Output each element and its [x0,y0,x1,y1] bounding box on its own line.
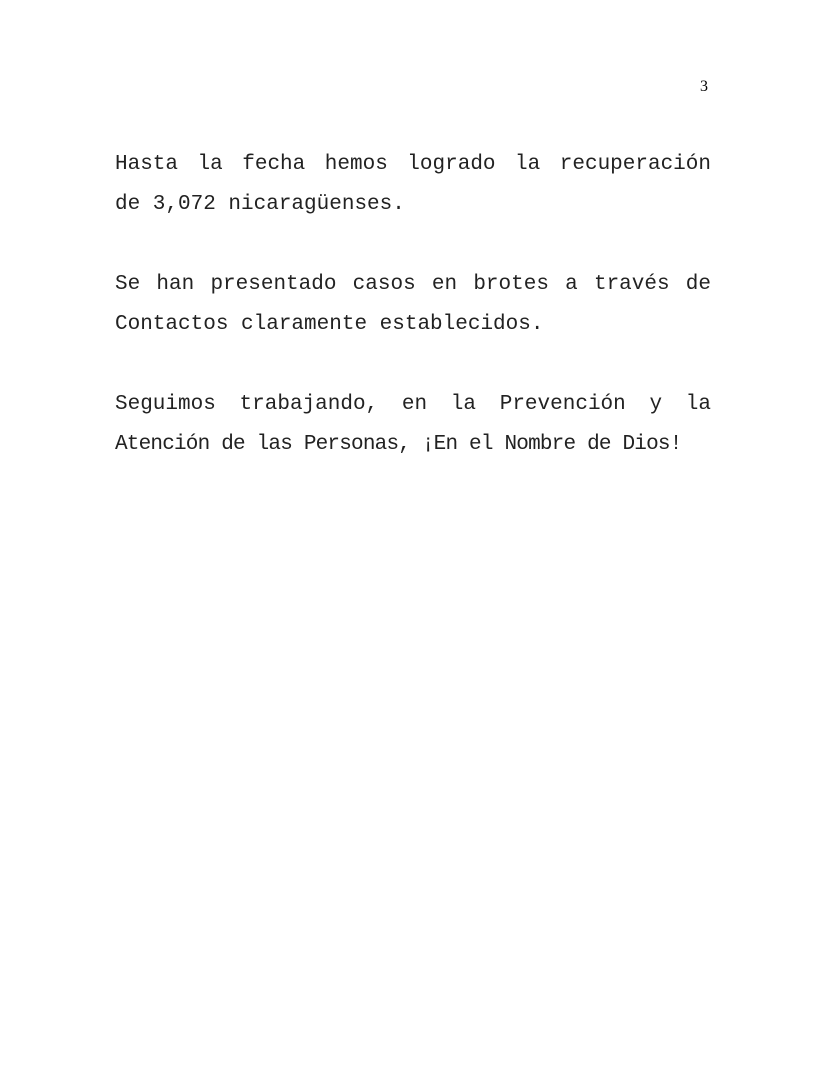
paragraph-2-line-1: Se han presentado casos en brotes a través de [115,273,711,296]
paragraph-2-line-2: Contactos claramente establecidos. [115,313,544,336]
paragraph-1-line-1: Hasta la fecha hemos logrado la recuperación [115,153,711,176]
paragraph-3-line-1: Seguimos trabajando, en la Prevención y la [115,393,711,416]
paragraph-3-line-2: Atención de las Personas, ¡En el Nombre de Dios! [115,433,682,456]
paragraph-1-line-2: de 3,072 nicaragüenses. [115,193,405,216]
page-number: 3 [700,78,708,95]
